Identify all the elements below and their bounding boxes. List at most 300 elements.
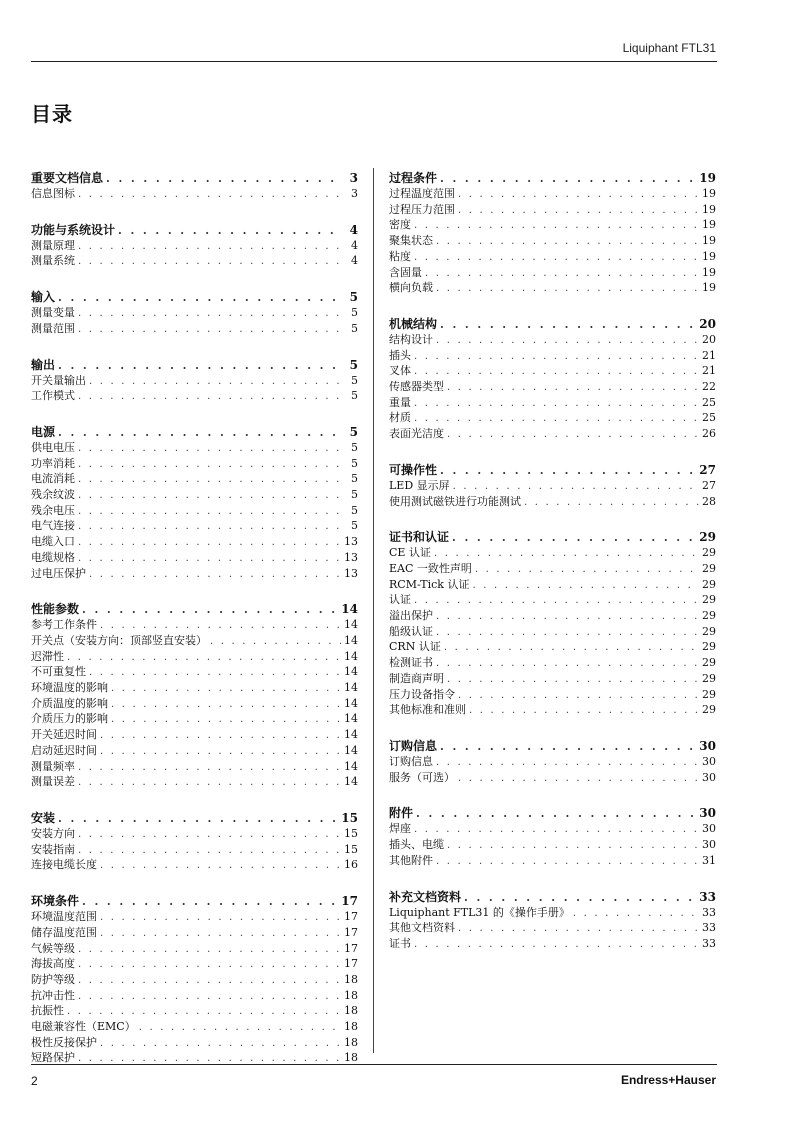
toc-entry-page: 29 — [702, 687, 716, 701]
toc-entry-label: 结构设计 — [389, 332, 433, 346]
toc-entry[interactable] — [31, 681, 358, 697]
toc-leader-dots — [100, 745, 341, 760]
toc-leader-dots — [89, 375, 341, 390]
toc-leader-dots — [89, 568, 341, 583]
toc-entry-label: 残余电压 — [31, 503, 75, 517]
toc-entry[interactable] — [389, 755, 716, 771]
toc-entry[interactable] — [31, 187, 358, 203]
toc-entry-page: 30 — [702, 754, 716, 768]
toc-entry[interactable] — [389, 703, 716, 719]
toc-entry-label: 不可重复性 — [31, 665, 86, 679]
toc-entry-label: 海拔高度 — [31, 957, 75, 971]
toc-leader-dots — [436, 610, 699, 625]
toc-entry-label: 气候等级 — [31, 941, 75, 955]
toc-entry-page: 28 — [702, 494, 716, 508]
toc-entry[interactable] — [31, 728, 358, 744]
toc-section-heading[interactable] — [389, 529, 716, 546]
toc-entry-page: 19 — [702, 234, 716, 248]
toc-leader-dots — [100, 911, 341, 926]
toc-leader-dots — [425, 267, 699, 282]
toc-entry-page: 18 — [344, 988, 358, 1002]
toc-entry-page: 18 — [344, 1020, 358, 1034]
toc-leader-dots — [440, 739, 696, 755]
toc-entry[interactable] — [31, 488, 358, 504]
toc-entry-label: 材质 — [389, 411, 411, 425]
toc-leader-dots — [447, 428, 699, 443]
toc-section-heading[interactable] — [31, 170, 358, 187]
toc-leader-dots — [453, 480, 699, 495]
toc-leader-dots — [106, 171, 341, 187]
toc-section-page: 4 — [349, 222, 358, 237]
toc-entry-label: 粘度 — [389, 249, 411, 263]
toc-leader-dots — [436, 334, 699, 349]
toc-leader-dots — [139, 1021, 341, 1036]
toc-entry[interactable] — [389, 479, 716, 495]
toc-leader-dots — [458, 188, 699, 203]
toc-leader-dots — [100, 859, 341, 874]
toc-leader-dots — [78, 255, 341, 270]
toc-entry-page: 19 — [702, 202, 716, 216]
toc-entry-page: 30 — [702, 822, 716, 836]
toc-entry-page: 21 — [702, 364, 716, 378]
toc-leader-dots — [78, 505, 341, 520]
toc-entry-page: 22 — [702, 380, 716, 394]
toc-leader-dots — [100, 619, 341, 634]
toc-entry[interactable] — [389, 203, 716, 219]
toc-leader-dots — [78, 520, 341, 535]
toc-entry[interactable] — [389, 562, 716, 578]
toc-entry-page: 5 — [351, 488, 358, 502]
toc-entry-label: 其他文档资料 — [389, 921, 455, 935]
toc-entry-page: 14 — [344, 665, 358, 679]
toc-section-heading[interactable] — [31, 424, 358, 441]
toc-entry[interactable] — [31, 760, 358, 776]
toc-entry[interactable] — [31, 441, 358, 457]
toc-entry-page: 14 — [344, 696, 358, 710]
toc-entry-page: 14 — [344, 618, 358, 632]
toc-entry[interactable] — [389, 396, 716, 412]
toc-entry-page: 5 — [351, 373, 358, 387]
toc-section-heading[interactable] — [389, 738, 716, 755]
toc-entry[interactable] — [31, 535, 358, 551]
toc-entry-label: 密度 — [389, 218, 411, 232]
toc-entry-page: 5 — [351, 472, 358, 486]
toc-section-heading[interactable] — [31, 601, 358, 618]
toc-entry-label: 使用测试磁铁进行功能测试 — [389, 494, 521, 508]
toc-section-heading[interactable] — [389, 462, 716, 479]
toc-section-page: 5 — [349, 357, 358, 372]
toc-entry-label: 连接电缆长度 — [31, 858, 97, 872]
toc-leader-dots — [440, 463, 696, 479]
toc-section-page: 33 — [699, 889, 716, 904]
toc-entry-label: 测量误差 — [31, 775, 75, 789]
toc-entry-label: 环境温度范围 — [31, 910, 97, 924]
toc-entry-label: 电流消耗 — [31, 472, 75, 486]
toc-section-title: 电源 — [31, 424, 56, 439]
toc-leader-dots — [210, 635, 341, 650]
toc-entry-label: 含固量 — [389, 265, 422, 279]
toc-entry-page: 13 — [344, 535, 358, 549]
toc-entry-label: 工作模式 — [31, 389, 75, 403]
toc-entry[interactable] — [389, 578, 716, 594]
toc-entry[interactable] — [389, 854, 716, 870]
toc-section-heading[interactable] — [31, 289, 358, 306]
toc-section — [389, 170, 716, 297]
toc-section-page: 5 — [349, 424, 358, 439]
toc-entry[interactable] — [389, 411, 716, 427]
toc-section — [389, 462, 716, 510]
toc-section — [389, 316, 716, 443]
toc-entry-label: 安装方向 — [31, 826, 75, 840]
toc-entry[interactable] — [389, 937, 716, 953]
footer-rule — [31, 1064, 717, 1065]
toc-leader-dots — [414, 219, 699, 234]
toc-entry-page: 29 — [702, 624, 716, 638]
toc-leader-dots — [440, 317, 696, 333]
toc-entry[interactable] — [389, 921, 716, 937]
toc-entry-label: CE 认证 — [389, 546, 431, 560]
toc-leader-dots — [78, 323, 341, 338]
toc-entry[interactable] — [31, 989, 358, 1005]
toc-entry-label: 短路保护 — [31, 1051, 75, 1065]
toc-section — [31, 601, 358, 791]
toc-entry[interactable] — [389, 609, 716, 625]
toc-leader-dots — [78, 390, 341, 405]
toc-entry-label: LED 显示屏 — [389, 478, 450, 492]
toc-entry-label: 溢出保护 — [389, 609, 433, 623]
toc-leader-dots — [89, 666, 341, 681]
toc-section — [389, 889, 716, 953]
toc-entry-label: 重量 — [389, 395, 411, 409]
toc-entry[interactable] — [31, 775, 358, 791]
toc-entry-label: 过程压力范围 — [389, 202, 455, 216]
toc-entry-label: 电缆入口 — [31, 535, 75, 549]
toc-section-heading[interactable] — [31, 810, 358, 827]
toc-entry[interactable] — [31, 389, 358, 405]
toc-entry-label: 参考工作条件 — [31, 618, 97, 632]
toc-entry[interactable] — [31, 254, 358, 270]
toc-entry[interactable] — [31, 504, 358, 520]
toc-entry-label: 插头、电缆 — [389, 838, 444, 852]
toc-leader-dots — [82, 894, 338, 910]
toc-entry-page: 27 — [702, 478, 716, 492]
toc-section-title: 证书和认证 — [389, 530, 450, 545]
toc-entry[interactable] — [389, 672, 716, 688]
toc-entry[interactable] — [31, 942, 358, 958]
toc-entry[interactable] — [31, 843, 358, 859]
toc-entry[interactable] — [389, 640, 716, 656]
toc-entry[interactable] — [31, 519, 358, 535]
toc-leader-dots — [78, 958, 341, 973]
toc-entry[interactable] — [31, 926, 358, 942]
toc-leader-dots — [78, 761, 341, 776]
toc-entry-label: 介质压力的影响 — [31, 712, 108, 726]
toc-leader-dots — [78, 943, 341, 958]
toc-entry-label: 开关点（安装方向：顶部竖直安装） — [31, 633, 207, 647]
toc-entry[interactable] — [31, 1020, 358, 1036]
toc-entry-label: 防护等级 — [31, 972, 75, 986]
toc-entry-label: 服务（可选） — [389, 770, 455, 784]
toc-entry[interactable] — [31, 650, 358, 666]
toc-section-heading[interactable] — [389, 170, 716, 187]
toc-leader-dots — [469, 704, 699, 719]
toc-entry[interactable] — [31, 374, 358, 390]
toc-entry[interactable] — [31, 634, 358, 650]
toc-entry[interactable] — [31, 1004, 358, 1020]
toc-entry-page: 25 — [702, 395, 716, 409]
toc-entry-label: 启动延迟时间 — [31, 743, 97, 757]
toc-leader-dots — [78, 828, 341, 843]
toc-entry-label: 介质温度的影响 — [31, 696, 108, 710]
toc-leader-dots — [436, 756, 699, 771]
toc-entry-label: 测量系统 — [31, 254, 75, 268]
toc-entry-page: 17 — [344, 957, 358, 971]
toc-section-heading[interactable] — [389, 805, 716, 822]
toc-leader-dots — [78, 188, 341, 203]
toc-entry[interactable] — [389, 364, 716, 380]
toc-leader-dots — [452, 530, 696, 546]
toc-entry-page: 29 — [702, 656, 716, 670]
toc-entry-page: 14 — [344, 759, 358, 773]
toc-entry[interactable] — [389, 625, 716, 641]
toc-leader-dots — [58, 811, 338, 827]
toc-entry-label: 储存温度范围 — [31, 925, 97, 939]
toc-section-page: 17 — [341, 894, 358, 909]
toc-entry-label: 测量范围 — [31, 321, 75, 335]
toc-entry[interactable] — [389, 266, 716, 282]
toc-entry[interactable] — [31, 457, 358, 473]
toc-entry-page: 18 — [344, 1051, 358, 1065]
toc-entry-page: 29 — [702, 561, 716, 575]
toc-section-title: 附件 — [389, 806, 414, 821]
toc-leader-dots — [82, 602, 338, 618]
toc-entry-page: 17 — [344, 941, 358, 955]
toc-entry-label: 叉体 — [389, 364, 411, 378]
toc-section-title: 环境条件 — [31, 894, 80, 909]
toc-entry[interactable] — [389, 593, 716, 609]
toc-leader-dots — [414, 594, 699, 609]
toc-entry[interactable] — [31, 712, 358, 728]
toc-entry-page: 26 — [702, 427, 716, 441]
toc-entry[interactable] — [31, 472, 358, 488]
toc-entry[interactable] — [389, 250, 716, 266]
toc-entry-page: 5 — [351, 306, 358, 320]
toc-entry-page: 33 — [702, 921, 716, 935]
toc-entry[interactable] — [389, 495, 716, 511]
toc-leader-dots — [100, 729, 341, 744]
toc-entry-label: 电气连接 — [31, 519, 75, 533]
footer-page-number: 2 — [31, 1074, 38, 1088]
toc-section-page: 19 — [699, 171, 716, 185]
toc-entry-label: 安装指南 — [31, 842, 75, 856]
toc-leader-dots — [447, 381, 699, 396]
toc-entry-page: 29 — [702, 546, 716, 560]
toc-entry-page: 14 — [344, 633, 358, 647]
toc-entry-page: 17 — [344, 910, 358, 924]
toc-leader-dots — [414, 365, 699, 380]
toc-entry[interactable] — [389, 349, 716, 365]
toc-leader-dots — [436, 282, 699, 297]
toc-entry-page: 5 — [351, 519, 358, 533]
toc-entry[interactable] — [31, 973, 358, 989]
toc-entry-page: 33 — [702, 905, 716, 919]
toc-entry[interactable] — [31, 697, 358, 713]
toc-leader-dots — [458, 204, 699, 219]
toc-entry[interactable] — [389, 822, 716, 838]
toc-entry[interactable] — [389, 771, 716, 787]
toc-entry[interactable] — [31, 827, 358, 843]
toc-entry-label: 制造商声明 — [389, 671, 444, 685]
toc-entry[interactable] — [389, 333, 716, 349]
toc-section-title: 订购信息 — [389, 738, 438, 753]
toc-section-page: 5 — [349, 290, 358, 305]
toc-section-heading[interactable] — [389, 316, 716, 333]
toc-section — [31, 170, 358, 203]
toc-entry-page: 29 — [702, 609, 716, 623]
toc-leader-dots — [414, 412, 699, 427]
toc-entry-label: 迟滞性 — [31, 649, 64, 663]
toc-entry-page: 5 — [351, 321, 358, 335]
toc-section — [31, 357, 358, 405]
toc-leader-dots — [436, 235, 699, 250]
toc-leader-dots — [78, 974, 341, 989]
toc-leader-dots — [67, 1005, 341, 1020]
toc-leader-dots — [444, 641, 699, 656]
toc-entry[interactable] — [389, 546, 716, 562]
toc-entry-page: 29 — [702, 577, 716, 591]
toc-entry-page: 5 — [351, 456, 358, 470]
toc-entry-label: 信息图标 — [31, 187, 75, 200]
toc-entry-label: 横向负载 — [389, 281, 433, 295]
toc-entry[interactable] — [31, 306, 358, 322]
toc-leader-dots — [111, 682, 341, 697]
toc-leader-dots — [414, 350, 699, 365]
toc-entry-label: 过程温度范围 — [389, 187, 455, 200]
toc-entry-page: 19 — [702, 249, 716, 263]
toc-leader-dots — [436, 855, 699, 870]
toc-entry[interactable] — [389, 656, 716, 672]
toc-entry-label: 残余纹波 — [31, 488, 75, 502]
toc-entry[interactable] — [31, 1036, 358, 1052]
toc-leader-dots — [414, 823, 699, 838]
header-product-title: Liquiphant FTL31 — [622, 41, 716, 55]
toc-entry[interactable] — [31, 665, 358, 681]
toc-entry[interactable] — [389, 234, 716, 250]
toc-section-heading[interactable] — [31, 357, 358, 374]
toc-entry[interactable] — [31, 618, 358, 634]
toc-entry[interactable] — [31, 567, 358, 583]
footer-brand: Endress+Hauser — [620, 1073, 716, 1087]
toc-entry-page: 14 — [344, 728, 358, 742]
toc-entry[interactable] — [389, 187, 716, 203]
toc-leader-dots — [118, 223, 341, 239]
toc-right-column — [389, 170, 716, 972]
toc-entry-label: 抗冲击性 — [31, 988, 75, 1002]
toc-leader-dots — [414, 397, 699, 412]
toc-entry-label: 聚集状态 — [389, 234, 433, 248]
toc-section — [31, 424, 358, 582]
toc-entry-label: 电缆规格 — [31, 550, 75, 564]
toc-entry-label: 其他标准和准则 — [389, 703, 466, 717]
toc-leader-dots — [100, 1037, 341, 1052]
toc-entry[interactable] — [389, 838, 716, 854]
toc-leader-dots — [414, 938, 699, 953]
toc-entry-page: 15 — [344, 842, 358, 856]
toc-entry-page: 18 — [344, 1004, 358, 1018]
toc-entry[interactable] — [389, 688, 716, 704]
toc-section-title: 重要文档信息 — [31, 171, 104, 185]
toc-entry[interactable] — [31, 744, 358, 760]
toc-section-page: 27 — [699, 462, 716, 477]
toc-entry[interactable] — [31, 858, 358, 874]
toc-section-page: 20 — [699, 316, 716, 331]
toc-entry[interactable] — [389, 906, 716, 922]
toc-section-page: 3 — [349, 171, 358, 185]
toc-entry[interactable] — [31, 551, 358, 567]
toc-entry[interactable] — [31, 957, 358, 973]
toc-entry-label: 焊座 — [389, 822, 411, 836]
toc-section-title: 输入 — [31, 290, 56, 305]
toc-section-title: 功能与系统设计 — [31, 222, 116, 237]
toc-leader-dots — [414, 251, 699, 266]
toc-entry-page: 14 — [344, 712, 358, 726]
toc-entry-page: 30 — [702, 838, 716, 852]
toc-section-heading[interactable] — [31, 893, 358, 910]
toc-leader-dots — [458, 922, 699, 937]
toc-entry-label: 认证 — [389, 593, 411, 607]
toc-entry[interactable] — [389, 218, 716, 234]
toc-leader-dots — [58, 425, 341, 441]
toc-leader-dots — [464, 890, 696, 906]
toc-section-page: 30 — [699, 738, 716, 753]
toc-entry-page: 29 — [702, 593, 716, 607]
toc-leader-dots — [78, 776, 341, 791]
toc-leader-dots — [416, 806, 696, 822]
toc-entry[interactable] — [31, 322, 358, 338]
toc-entry-label: 订购信息 — [389, 754, 433, 768]
toc-leader-dots — [447, 673, 699, 688]
toc-section-heading[interactable] — [31, 222, 358, 239]
toc-leader-dots — [458, 689, 699, 704]
toc-entry[interactable] — [31, 239, 358, 255]
toc-entry[interactable] — [31, 910, 358, 926]
page-title: 目录 — [31, 102, 73, 126]
toc-entry[interactable] — [389, 427, 716, 443]
toc-section-page: 29 — [699, 530, 716, 545]
toc-leader-dots — [458, 772, 699, 787]
header-rule — [31, 61, 717, 62]
toc-leader-dots — [58, 358, 341, 374]
toc-entry-label: Liquiphant FTL31 的《操作手册》 — [389, 905, 570, 919]
toc-entry[interactable] — [389, 380, 716, 396]
toc-entry-page: 15 — [344, 826, 358, 840]
toc-left-column — [31, 170, 358, 1086]
toc-leader-dots — [524, 496, 699, 511]
toc-entry-page: 14 — [344, 681, 358, 695]
toc-entry-page: 4 — [351, 254, 358, 268]
toc-entry-page: 5 — [351, 389, 358, 403]
toc-leader-dots — [472, 579, 699, 594]
toc-section-page: 30 — [699, 806, 716, 821]
toc-entry-page: 14 — [344, 743, 358, 757]
toc-entry-page: 3 — [351, 187, 358, 200]
toc-entry-label: 插头 — [389, 348, 411, 362]
toc-entry[interactable] — [389, 281, 716, 297]
toc-entry-label: RCM-Tick 认证 — [389, 577, 470, 591]
toc-section — [389, 529, 716, 719]
toc-leader-dots — [78, 442, 341, 457]
toc-section-heading[interactable] — [389, 889, 716, 906]
